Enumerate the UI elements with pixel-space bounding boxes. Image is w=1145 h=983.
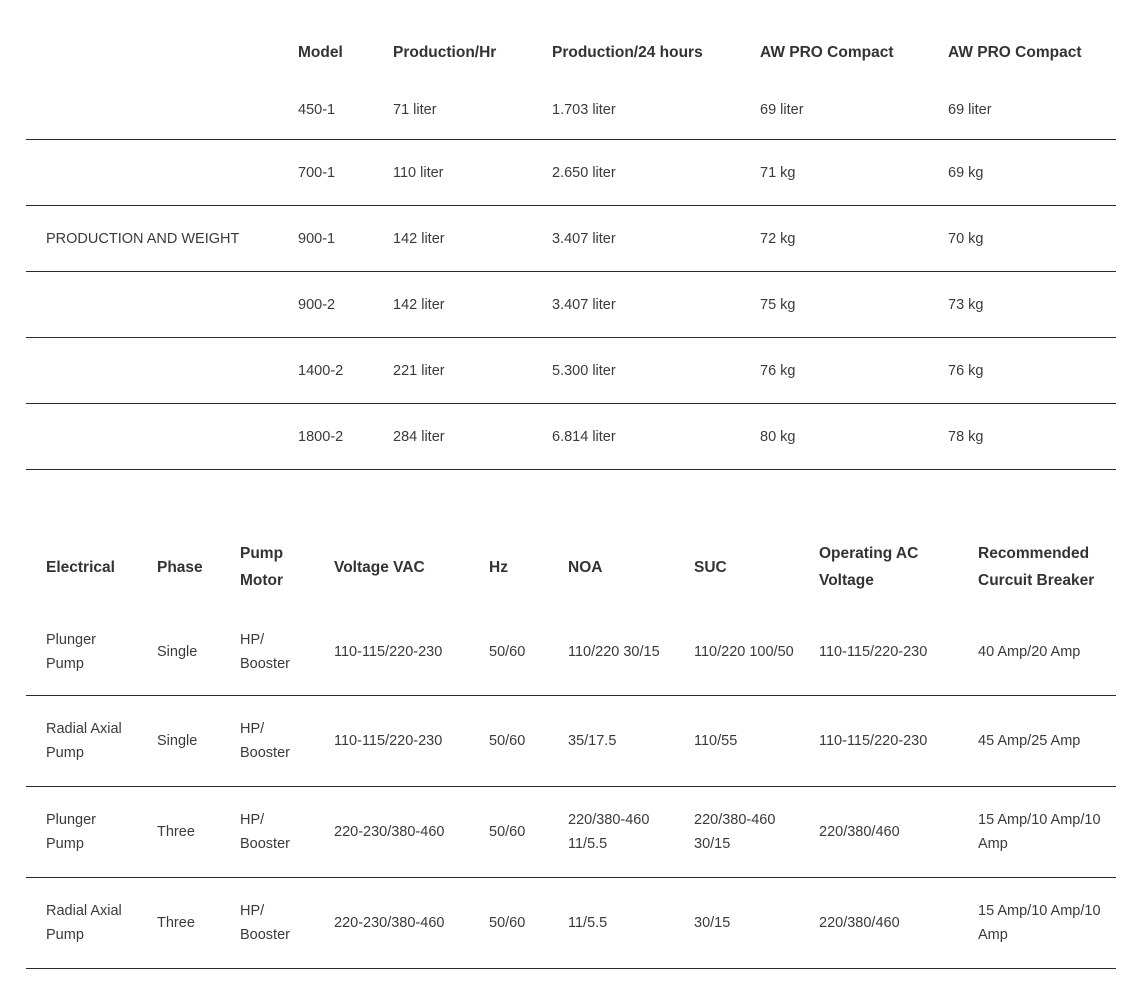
header-production-hr: Production/Hr	[393, 44, 497, 61]
table-cell: HP/ Booster	[240, 812, 290, 852]
table-cell: 76 kg	[948, 362, 984, 379]
header-cell	[26, 25, 278, 80]
table-cell: Single	[157, 733, 198, 749]
table-cell: 110/220 30/15	[568, 644, 660, 660]
table-cell: 220-230/380-460	[334, 824, 445, 840]
table-row	[26, 272, 1116, 338]
table-cell	[26, 140, 278, 206]
table-cell: 110/55	[694, 733, 738, 749]
table-cell: 900-1	[298, 230, 336, 247]
table-cell: 220/380-460 11/5.5	[568, 812, 650, 852]
table-cell: 3.407 liter	[552, 296, 616, 313]
table-cell: 73 kg	[948, 296, 984, 313]
table-row	[26, 338, 1116, 404]
table-cell: Three	[157, 915, 195, 931]
header-hz: Hz	[489, 558, 508, 576]
table-cell: Radial Axial Pump	[46, 721, 122, 761]
table-cell	[26, 338, 278, 404]
table-cell: 45 Amp/25 Amp	[978, 733, 1081, 749]
header-suc: SUC	[694, 558, 727, 576]
header-noa: NOA	[568, 558, 603, 576]
table-row	[26, 206, 1116, 272]
table-cell: 2.650 liter	[552, 164, 616, 181]
table-cell: HP/ Booster	[240, 903, 290, 943]
table-cell: Plunger Pump	[46, 632, 96, 672]
section-label: PRODUCTION AND WEIGHT	[46, 230, 240, 247]
table-cell: 71 kg	[760, 164, 796, 181]
table-cell: 110-115/220-230	[334, 644, 443, 660]
table-cell: 220-230/380-460	[334, 915, 445, 931]
table-row	[26, 80, 1116, 140]
table-cell: 69 liter	[760, 101, 804, 118]
table-cell: 50/60	[489, 824, 526, 840]
table-cell: Radial Axial Pump	[46, 903, 122, 943]
table-cell: 284 liter	[393, 428, 445, 445]
table-cell: 220/380-460 30/15	[694, 812, 776, 852]
electrical-table	[26, 525, 1116, 969]
header-phase: Phase	[157, 558, 203, 576]
table-cell: 15 Amp/10 Amp/10 Amp	[978, 903, 1101, 943]
table-row	[26, 609, 1116, 696]
table-cell: 30/15	[694, 915, 731, 931]
table-cell: 110 liter	[393, 164, 444, 181]
table-cell: 110-115/220-230	[334, 733, 443, 749]
table-cell: 35/17.5	[568, 733, 617, 749]
table-cell: 900-2	[298, 296, 336, 313]
table-row	[26, 404, 1116, 470]
table-cell	[26, 404, 278, 470]
table-cell: 50/60	[489, 915, 526, 931]
table-cell: HP/ Booster	[240, 632, 290, 672]
table-cell: 3.407 liter	[552, 230, 616, 247]
table-cell: 1800-2	[298, 428, 344, 445]
table-cell: 40 Amp/20 Amp	[978, 644, 1081, 660]
header-recommended-breaker: Recommended Curcuit Breaker	[978, 545, 1095, 589]
table-cell: 72 kg	[760, 230, 796, 247]
table-header-row	[26, 25, 1116, 80]
header-electrical: Electrical	[46, 558, 115, 576]
table-cell: 110/220 100/50	[694, 644, 794, 660]
table-row	[26, 696, 1116, 787]
table-cell: 1400-2	[298, 362, 344, 379]
table-row	[26, 787, 1116, 878]
table-cell: 5.300 liter	[552, 362, 616, 379]
table-cell: 69 liter	[948, 101, 992, 118]
table-cell: 221 liter	[393, 362, 445, 379]
table-cell: 71 liter	[393, 101, 437, 118]
table-row	[26, 140, 1116, 206]
header-aw-pro-compact-2: AW PRO Compact	[948, 44, 1082, 61]
table-cell: 76 kg	[760, 362, 796, 379]
table-cell: 1.703 liter	[552, 101, 616, 118]
table-cell	[26, 272, 278, 338]
table-row	[26, 878, 1116, 969]
table-cell: 450-1	[298, 101, 336, 118]
table-cell: 11/5.5	[568, 915, 608, 931]
table-cell: Single	[157, 644, 198, 660]
table-cell: 110-115/220-230	[819, 733, 928, 749]
table-cell: 142 liter	[393, 230, 445, 247]
table-cell: 110-115/220-230	[819, 644, 928, 660]
header-operating-ac-voltage: Operating AC Voltage	[819, 545, 919, 589]
header-production-24h: Production/24 hours	[552, 44, 703, 61]
table-cell: 142 liter	[393, 296, 445, 313]
table-cell: Plunger Pump	[46, 812, 96, 852]
header-aw-pro-compact-1: AW PRO Compact	[760, 44, 894, 61]
table-cell: 75 kg	[760, 296, 796, 313]
table-cell: Three	[157, 824, 195, 840]
table-cell: 70 kg	[948, 230, 984, 247]
header-voltage-vac: Voltage VAC	[334, 558, 425, 576]
table-cell: 15 Amp/10 Amp/10 Amp	[978, 812, 1101, 852]
table-cell: 78 kg	[948, 428, 984, 445]
table-header-row	[26, 525, 1116, 609]
table-cell: 220/380/460	[819, 915, 900, 931]
production-weight-table	[26, 25, 1116, 470]
header-model: Model	[298, 44, 343, 61]
table-cell: 220/380/460	[819, 824, 900, 840]
table-cell: 50/60	[489, 733, 526, 749]
table-cell: 80 kg	[760, 428, 796, 445]
table-cell	[26, 80, 278, 140]
table-cell: 6.814 liter	[552, 428, 616, 445]
header-pump-motor: Pump Motor	[240, 545, 284, 589]
table-cell: 69 kg	[948, 164, 984, 181]
table-cell: HP/ Booster	[240, 721, 290, 761]
table-cell: 700-1	[298, 164, 336, 181]
table-cell: 50/60	[489, 644, 526, 660]
